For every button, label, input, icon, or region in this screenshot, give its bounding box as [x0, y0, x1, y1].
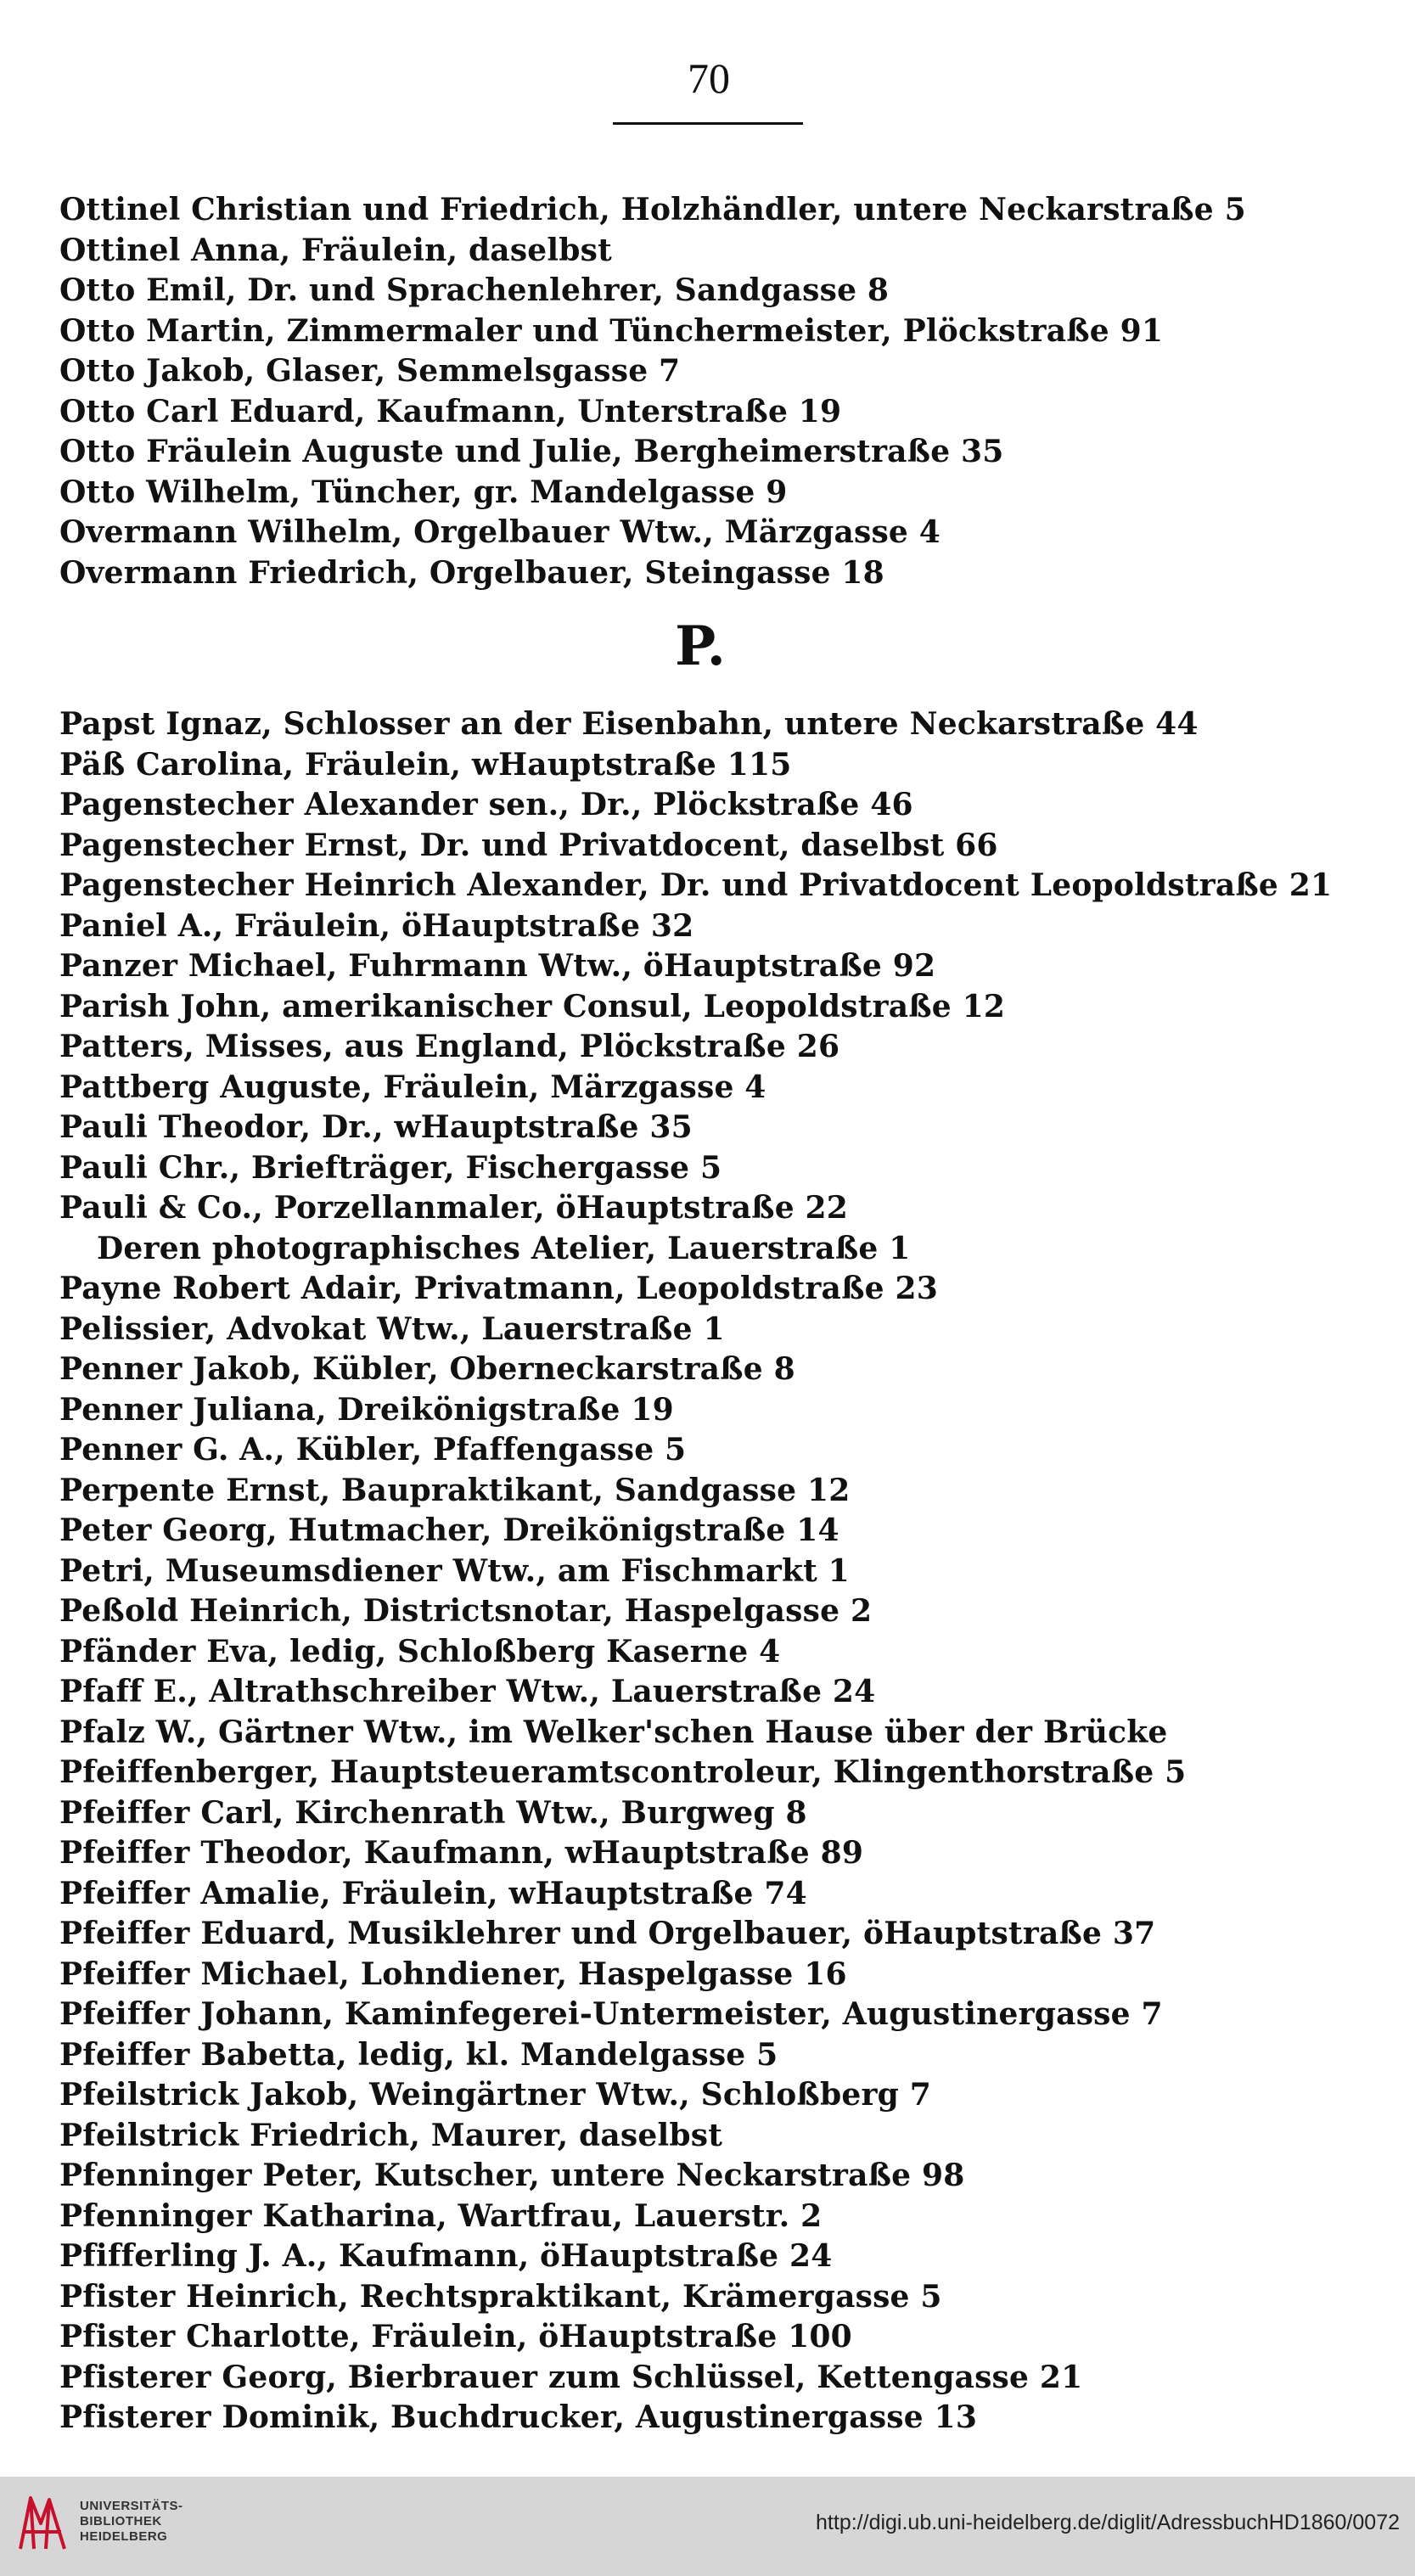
directory-entry: Petri, Museumsdiener Wtw., am Fischmarkt 1 [59, 1552, 850, 1589]
directory-entry: Papst Ignaz, Schlosser an der Eisenbahn, untere Neckarstraße 44 [59, 706, 1199, 742]
directory-entry: Pfeilstrick Jakob, Weingärtner Wtw., Schloßberg 7 [59, 2077, 931, 2113]
header-rule [613, 122, 803, 125]
directory-entry: Pfisterer Georg, Bierbrauer zum Schlüssel, Kettengasse 21 [59, 2359, 1083, 2395]
directory-entry: Pfänder Eva, ledig, Schloßberg Kaserne 4 [59, 1633, 781, 1670]
directory-entry: Patters, Misses, aus England, Plöckstraße 26 [59, 1029, 840, 1064]
directory-entry: Pfeiffer Theodor, Kaufmann, wHauptstraße 89 [59, 1835, 864, 1871]
directory-entry: Pfenninger Katharina, Wartfrau, Lauerstr. 2 [59, 2197, 823, 2234]
library-name-line: BIBLIOTHEK [80, 2514, 162, 2528]
section-letter: P. [675, 615, 726, 678]
entries-list-o [59, 190, 1384, 593]
directory-entry: Perpente Ernst, Baupraktikant, Sandgasse 12 [59, 1472, 851, 1508]
directory-entry: Penner Juliana, Dreikönigstraße 19 [59, 1391, 674, 1428]
directory-entry: Ottinel Anna, Fräulein, daselbst [59, 232, 612, 268]
directory-entry: Pauli Chr., Briefträger, Fischergasse 5 [59, 1149, 722, 1186]
directory-entry: Pfeilstrick Friedrich, Maurer, daselbst [59, 2117, 723, 2153]
directory-entry: Pfister Heinrich, Rechtspraktikant, Krämergasse 5 [59, 2278, 942, 2315]
directory-entry: Pfeiffer Babetta, ledig, kl. Mandelgasse 5 [59, 2036, 778, 2073]
source-url-link[interactable]: http://digi.ub.uni-heidelberg.de/diglit/AdressbuchHD1860/0072 [816, 2511, 1400, 2534]
directory-entry: Pagenstecher Ernst, Dr. und Privatdocent, daselbst 66 [59, 827, 998, 863]
directory-entry: Peßold Heinrich, Districtsnotar, Haspelgasse 2 [59, 1593, 873, 1629]
directory-entry: Peter Georg, Hutmacher, Dreikönigstraße 14 [59, 1512, 839, 1548]
library-name-line: HEIDELBERG [80, 2529, 168, 2544]
directory-entry: Panzer Michael, Fuhrmann Wtw., öHauptstraße 92 [59, 948, 936, 984]
directory-entry: Otto Carl Eduard, Kaufmann, Unterstraße 19 [59, 393, 842, 429]
directory-entry: Pfaff E., Altrathschreiber Wtw., Lauerstraße 24 [59, 1674, 876, 1709]
directory-entry: Otto Martin, Zimmermaler und Tünchermeister, Plöckstraße 91 [59, 312, 1164, 349]
directory-entry: Penner G. A., Kübler, Pfaffengasse 5 [59, 1432, 687, 1468]
directory-entry: Pattberg Auguste, Fräulein, Märzgasse 4 [59, 1069, 766, 1105]
directory-entry: Pagenstecher Heinrich Alexander, Dr. und Privatdocent Leopoldstraße 21 [59, 867, 1333, 903]
university-library-logo-icon [15, 2489, 75, 2557]
directory-entry: Pfalz W., Gärtner Wtw., im Welker'schen Hause über der Brücke [59, 1714, 1168, 1750]
directory-entry: Pfifferling J. A., Kaufmann, öHauptstraße 24 [59, 2238, 833, 2274]
directory-entry: Pfisterer Dominik, Buchdrucker, Augustinergasse 13 [59, 2399, 978, 2435]
directory-entry: Pelissier, Advokat Wtw., Lauerstraße 1 [59, 1310, 725, 1347]
directory-entry: Payne Robert Adair, Privatmann, Leopoldstraße 23 [59, 1271, 938, 1306]
directory-entry: Otto Jakob, Glaser, Semmelsgasse 7 [59, 353, 681, 389]
directory-entry: Pauli & Co., Porzellanmaler, öHauptstraße 22 [59, 1190, 849, 1226]
directory-entry: Pauli Theodor, Dr., wHauptstraße 35 [59, 1109, 693, 1145]
directory-entry-continuation: Deren photographisches Atelier, Lauerstraße 1 [97, 1230, 911, 1266]
page-number: 70 [688, 54, 730, 102]
directory-entry: Overmann Wilhelm, Orgelbauer Wtw., Märzgasse 4 [59, 514, 941, 550]
library-name-line: UNIVERSITÄTS- [80, 2499, 183, 2513]
directory-entry: Pfeiffer Michael, Lohndiener, Haspelgasse 16 [59, 1956, 847, 1992]
directory-entry: Pagenstecher Alexander sen., Dr., Plöckstraße 46 [59, 787, 913, 822]
directory-entry: Otto Emil, Dr. und Sprachenlehrer, Sandgasse 8 [59, 272, 890, 308]
directory-entry: Pfeiffer Carl, Kirchenrath Wtw., Burgweg 8 [59, 1794, 807, 1831]
directory-entry: Pfeiffer Eduard, Musiklehrer und Orgelbauer, öHauptstraße 37 [59, 1916, 1156, 1951]
directory-entry: Penner Jakob, Kübler, Oberneckarstraße 8 [59, 1351, 795, 1387]
directory-entry: Otto Wilhelm, Tüncher, gr. Mandelgasse 9 [59, 474, 788, 510]
directory-entry: Paniel A., Fräulein, öHauptstraße 32 [59, 907, 694, 944]
directory-entry: Overmann Friedrich, Orgelbauer, Steingasse 18 [59, 554, 884, 591]
directory-entry: Pfeiffer Johann, Kaminfegerei-Untermeister, Augustinergasse 7 [59, 1996, 1163, 2032]
directory-entry: Pfenninger Peter, Kutscher, untere Neckarstraße 98 [59, 2158, 965, 2193]
directory-entry: Pfister Charlotte, Fräulein, öHauptstraße 100 [59, 2319, 852, 2354]
library-name [80, 2499, 183, 2545]
directory-entry: Pfeiffer Amalie, Fräulein, wHauptstraße 74 [59, 1875, 807, 1911]
directory-entry: Parish John, amerikanischer Consul, Leopoldstraße 12 [59, 988, 1006, 1024]
entries-list-p [59, 704, 1384, 2439]
directory-entry: Pfeiffenberger, Hauptsteueramtscontroleur, Klingenthorstraße 5 [59, 1754, 1187, 1790]
directory-entry: Ottinel Christian und Friedrich, Holzhändler, untere Neckarstraße 5 [59, 192, 1246, 227]
directory-entry: Otto Fräulein Auguste und Julie, Bergheimerstraße 35 [59, 434, 1004, 469]
directory-entry: Päß Carolina, Fräulein, wHauptstraße 115 [59, 746, 792, 783]
